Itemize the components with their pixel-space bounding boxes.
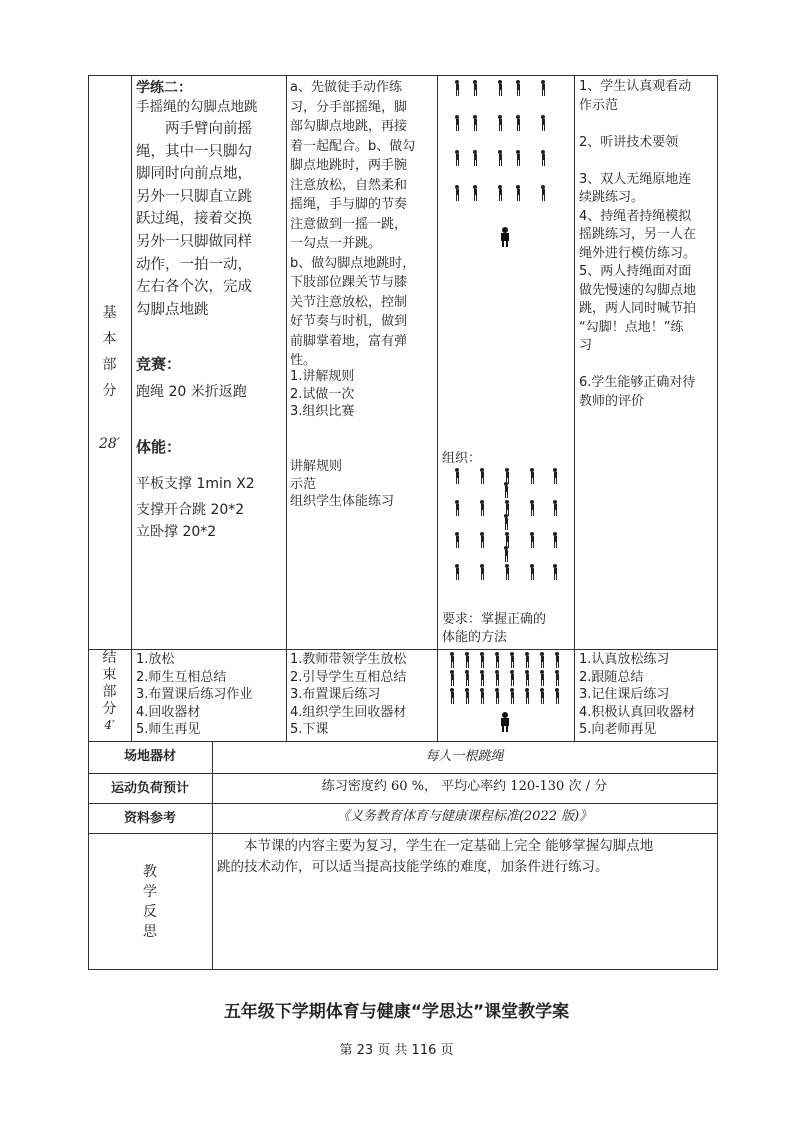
student-figure-icon bbox=[479, 652, 485, 668]
row-divider-load bbox=[88, 803, 718, 804]
col-divider-lower bbox=[212, 741, 213, 970]
student-figure-icon bbox=[540, 150, 546, 166]
student-figure-icon bbox=[529, 468, 535, 484]
section-time-basic: 28′ bbox=[99, 436, 120, 452]
col-divider-4 bbox=[574, 75, 575, 741]
student-figure-icon bbox=[524, 688, 530, 704]
equipment-value: 每人一根跳绳 bbox=[425, 749, 504, 764]
load-label: 运动负荷预计 bbox=[110, 781, 189, 796]
student-figure-icon bbox=[454, 500, 460, 516]
student-figure-icon bbox=[472, 115, 478, 131]
student-figure-icon bbox=[454, 468, 460, 484]
page-number: 第 23 页 共 116 页 bbox=[339, 1043, 454, 1058]
row-divider-ref bbox=[88, 833, 718, 834]
formation-diagram-3 bbox=[437, 649, 574, 741]
section-label-char: 束 bbox=[102, 667, 117, 683]
student-figure-icon bbox=[552, 500, 558, 516]
student-figure-icon bbox=[497, 185, 503, 201]
student-activity-text: 1、学生认真观看动 作示范 2、听讲技术要领 3、双人无绳原地连 续跳练习。 4、持绳者持绳模拟 摇跳练习，另一人在 绳外进行模仿练习。 5、两人持绳面对面 做先慢速的勾脚点地 跳，两人同时喊节拍 “勾脚！点地！”练 习 6.学生能够正确对待 教师的评价 bbox=[579, 79, 697, 409]
student-figure-icon bbox=[479, 500, 485, 516]
student-figure-icon bbox=[515, 80, 521, 96]
student-figure-icon bbox=[454, 564, 460, 580]
end-content: 1.放松 2.师生互相总结 3.布置课后练习作业 4.回收器材 5.师生再见 bbox=[136, 652, 253, 737]
section-label-char: 部 bbox=[102, 684, 117, 700]
ref-value: 《义务教育体育与健康课程标准(2022 版)》 bbox=[336, 809, 593, 824]
teacher-steps: 1.讲解规则 2.试做一次 3.组织比赛 bbox=[290, 369, 355, 419]
student-figure-icon bbox=[494, 652, 500, 668]
student-figure-icon bbox=[503, 546, 509, 562]
reflection-label bbox=[88, 862, 212, 942]
student-figure-icon bbox=[497, 115, 503, 131]
teacher-figure-icon bbox=[500, 712, 510, 732]
content-subtitle: 手摇绳的勾脚点地跳 bbox=[136, 99, 258, 115]
fitness-item: 支撑开合跳 20*2 bbox=[136, 502, 245, 518]
formation-diagram-1 bbox=[437, 75, 574, 255]
student-figure-icon bbox=[515, 115, 521, 131]
student-figure-icon bbox=[454, 80, 460, 96]
student-figure-icon bbox=[509, 670, 515, 686]
org-label: 组织： bbox=[442, 451, 482, 466]
student-figure-icon bbox=[497, 80, 503, 96]
student-figure-icon bbox=[509, 688, 515, 704]
content-body: 两手臂向前摇 绳，其中一只脚勾 脚同时向前点地， 另外一只脚直立跳 跃过绳，接着交换 另外一只脚做同样 动作，一拍一动， 左右各个次，完成 勾脚点地跳 bbox=[136, 121, 252, 318]
teacher-figure-icon bbox=[500, 227, 510, 247]
student-figure-icon bbox=[494, 688, 500, 704]
reflection-label-char: 教 bbox=[143, 864, 157, 880]
reflection-label-char: 学 bbox=[143, 884, 157, 900]
student-figure-icon bbox=[540, 80, 546, 96]
table-border-right bbox=[717, 75, 718, 970]
student-figure-icon bbox=[464, 688, 470, 704]
student-figure-icon bbox=[479, 670, 485, 686]
student-figure-icon bbox=[494, 670, 500, 686]
student-figure-icon bbox=[479, 688, 485, 704]
student-figure-icon bbox=[454, 185, 460, 201]
end-student: 1.认真放松练习 2.跟随总结 3.记住课后练习 4.积极认真回收器材 5.向老师再见 bbox=[579, 652, 696, 737]
row-divider-top bbox=[88, 75, 718, 76]
section-label-basic bbox=[88, 300, 131, 404]
student-figure-icon bbox=[479, 564, 485, 580]
fitness-heading: 体能： bbox=[136, 438, 182, 456]
reflection-label-char: 思 bbox=[143, 924, 157, 940]
student-figure-icon bbox=[540, 115, 546, 131]
student-figure-icon bbox=[529, 500, 535, 516]
student-figure-icon bbox=[540, 185, 546, 201]
reflection-label-char: 反 bbox=[143, 904, 157, 920]
student-figure-icon bbox=[552, 564, 558, 580]
row-divider-equipment bbox=[88, 773, 718, 774]
student-figure-icon bbox=[472, 185, 478, 201]
student-figure-icon bbox=[479, 468, 485, 484]
section-label-end bbox=[88, 650, 131, 732]
student-figure-icon bbox=[449, 670, 455, 686]
competition-body: 跑绳 20 米折返跑 bbox=[136, 384, 247, 400]
col-divider-1 bbox=[131, 75, 132, 741]
student-figure-icon bbox=[504, 564, 510, 580]
student-figure-icon bbox=[539, 652, 545, 668]
student-figure-icon bbox=[472, 150, 478, 166]
section-time-end: 4′ bbox=[104, 718, 115, 732]
competition-heading: 竞赛： bbox=[136, 355, 182, 373]
student-figure-icon bbox=[454, 532, 460, 548]
student-figure-icon bbox=[529, 564, 535, 580]
student-figure-icon bbox=[497, 150, 503, 166]
section-label-char: 基 bbox=[102, 305, 117, 321]
section-label-char: 分 bbox=[102, 701, 117, 717]
requirement-text: 要求：掌握正确的 体能的方法 bbox=[442, 612, 547, 645]
section-label-char: 本 bbox=[102, 331, 117, 347]
student-figure-icon bbox=[479, 532, 485, 548]
ref-label: 资料参考 bbox=[123, 811, 176, 826]
section-label-char: 部 bbox=[102, 357, 117, 373]
end-teacher: 1.教师带领学生放松 2.引导学生互相总结 3.布置课后练习 4.组织学生回收器材 5.下课 bbox=[290, 652, 407, 737]
load-value: 练习密度约 60 %， 平均心率约 120-130 次 / 分 bbox=[321, 779, 608, 794]
reflection-text: 本节课的内容主要为复习，学生在一定基础上完全 能够掌握勾脚点地 跳的技术动作，可以适当提高技能学练的难度，加条件进行练习。 bbox=[217, 838, 654, 875]
student-figure-icon bbox=[454, 115, 460, 131]
fitness-item: 平板支撑 1min X2 bbox=[136, 476, 255, 492]
teacher-method-text: a、先做徒手动作练 习，分手部摇绳，脚 部勾脚点地跳，再接 着一起配合。b、做勾 脚点地跳时，两手腕 注意放松，自然柔和 摇绳，手与脚的节奏 注意做到一摇一跳， 一勾点一并跳。 b、做勾脚点地跳时， 下肢部位踝关节与膝 关节注意放松，控制 好节奏与时机，做到 前脚掌着地，富有弹 性。 bbox=[290, 80, 416, 368]
student-figure-icon bbox=[529, 532, 535, 548]
table-border-left bbox=[88, 75, 89, 970]
student-figure-icon bbox=[539, 670, 545, 686]
student-figure-icon bbox=[524, 670, 530, 686]
student-figure-icon bbox=[554, 670, 560, 686]
student-figure-icon bbox=[449, 652, 455, 668]
section-label-char: 分 bbox=[102, 383, 117, 399]
equipment-label: 场地器材 bbox=[123, 749, 176, 764]
section-label-char: 结 bbox=[102, 650, 117, 666]
student-figure-icon bbox=[464, 670, 470, 686]
teacher-fitness: 讲解规则 示范 组织学生体能练习 bbox=[290, 459, 395, 509]
student-figure-icon bbox=[539, 688, 545, 704]
student-figure-icon bbox=[554, 688, 560, 704]
student-figure-icon bbox=[503, 482, 509, 498]
student-figure-icon bbox=[524, 652, 530, 668]
student-figure-icon bbox=[552, 532, 558, 548]
student-figure-icon bbox=[515, 150, 521, 166]
student-figure-icon bbox=[503, 514, 509, 530]
student-figure-icon bbox=[449, 688, 455, 704]
table-border-bottom bbox=[88, 969, 718, 970]
content-heading: 学练二： bbox=[136, 80, 192, 96]
student-figure-icon bbox=[554, 652, 560, 668]
col-divider-2 bbox=[286, 75, 287, 741]
student-figure-icon bbox=[552, 468, 558, 484]
row-divider-end-section bbox=[88, 741, 718, 742]
row-divider-basic-end bbox=[88, 649, 718, 650]
fitness-item: 立卧撑 20*2 bbox=[136, 524, 217, 540]
student-figure-icon bbox=[472, 80, 478, 96]
student-figure-icon bbox=[509, 652, 515, 668]
student-figure-icon bbox=[464, 652, 470, 668]
formation-diagram-2 bbox=[437, 460, 574, 590]
student-figure-icon bbox=[454, 150, 460, 166]
page-title: 五年级下学期体育与健康“学思达”课堂教学案 bbox=[223, 1002, 570, 1022]
student-figure-icon bbox=[515, 185, 521, 201]
